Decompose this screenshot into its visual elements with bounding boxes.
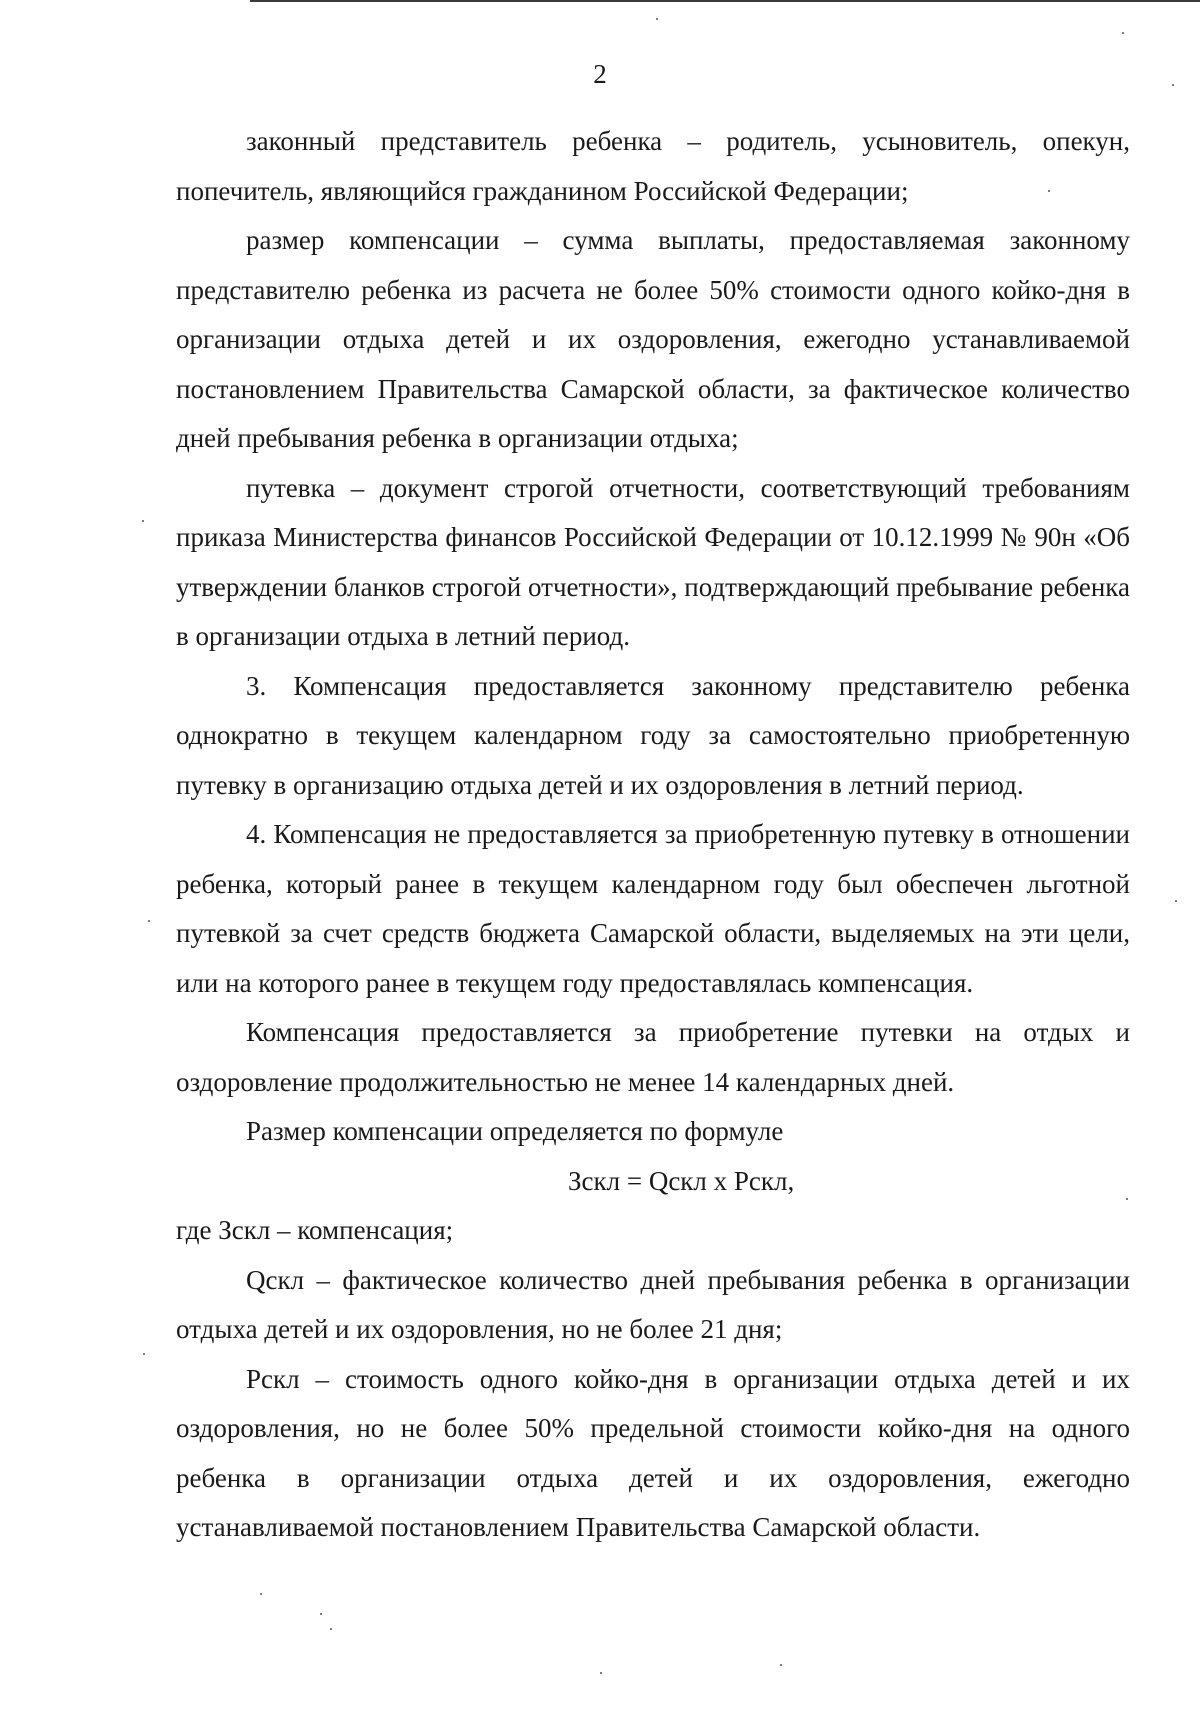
paragraph-voucher: путевка – документ строгой отчетности, соответствующий требованиям приказа Министерства финансов Российской Федерации от 10.12.1999 № 90н «Об утверждении бланков строгой отчетности», подтверждающий пребывание ребенка в организации отдыха в летний период.	[176, 472, 1130, 651]
definition-zskl: где Зскл – компенсация;	[176, 1215, 454, 1245]
scan-speck	[656, 18, 658, 20]
scan-speck	[1122, 32, 1124, 34]
paragraph-formula-intro: Размер компенсации определяется по формуле	[246, 1116, 784, 1146]
scan-speck	[1172, 84, 1174, 86]
definition-qskl: Qскл – фактическое количество дней пребывания ребенка в организации отдыха детей и их оздоровления, но не более 21 дня;	[176, 1264, 1130, 1344]
scan-speck	[143, 1353, 145, 1355]
scan-speck	[600, 1672, 602, 1674]
scan-speck	[1175, 900, 1177, 902]
paragraph-legal-representative: законный представитель ребенка – родитель, усыновитель, опекун, попечитель, являющийся гражданином Российской Федерации;	[176, 126, 1130, 206]
paragraph-compensation-amount: размер компенсации – сумма выплаты, предоставляемая законному представителю ребенка из расчета не более 50% стоимости одного койко-дня в организации отдыха детей и их оздоровления, ежегодно устанавливаемой постановлением Правительства Самарской области, за фактическое количество дней пребывания ребенка в организации отдыха;	[176, 225, 1130, 453]
definition-rskl: Рскл – стоимость одного койко-дня в организации отдыха детей и их оздоровления, но не более 50% предельной стоимости койко-дня на одного ребенка в организации отдыха детей и их оздоровления, ежегодно устанавливаемой постановлением Правительства Самарской области.	[176, 1363, 1130, 1542]
paragraph-item-4: 4. Компенсация не предоставляется за приобретенную путевку в отношении ребенка, который ранее в текущем календарном году был обеспечен льготной путевкой за счет средств бюджета Самарской области, выделяемых на эти цели, или на которого ранее в текущем году предоставлялась компенсация.	[176, 819, 1130, 998]
scan-speck	[148, 920, 150, 922]
scan-speck	[330, 1628, 332, 1630]
scan-speck	[320, 1613, 322, 1615]
scan-speck	[1048, 190, 1050, 192]
paragraph-item-3: 3. Компенсация предоставляется законному представителю ребенка однократно в текущем календарном году за самостоятельно приобретенную путевку в организацию отдыха детей и их оздоровления в летний период.	[176, 670, 1130, 800]
top-border-line	[250, 0, 1200, 2]
paragraph-duration: Компенсация предоставляется за приобретение путевки на отдых и оздоровление продолжительностью не менее 14 календарных дней.	[176, 1017, 1130, 1097]
scan-speck	[260, 1593, 262, 1595]
scan-speck	[1126, 1198, 1128, 1200]
scan-speck	[142, 520, 144, 522]
document-body	[176, 117, 1130, 1553]
formula: Зскл = Qскл х Рскл,	[568, 1165, 795, 1196]
scan-speck	[780, 1664, 782, 1666]
page-number: 2	[593, 59, 607, 89]
